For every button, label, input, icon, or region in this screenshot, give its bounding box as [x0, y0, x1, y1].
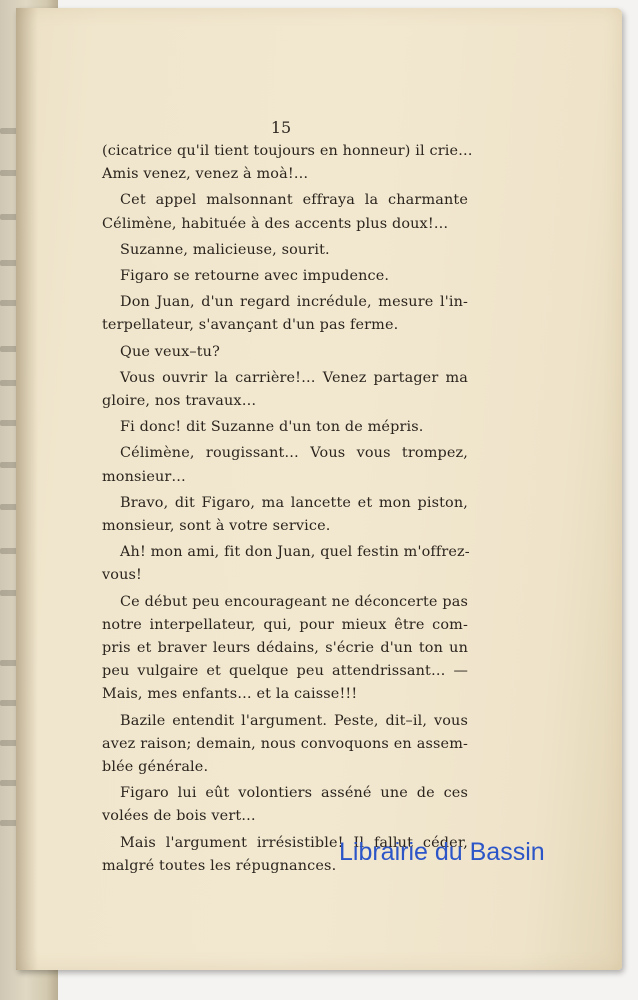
text-line: Célimène, habituée à des accents plus doux!…: [102, 215, 449, 232]
text-line: Suzanne, malicieuse, sourit.: [120, 241, 330, 258]
text-line: monsieur…: [102, 468, 186, 485]
text-line: (cicatrice qu'il tient toujours en honneur) il crie…: [102, 143, 473, 159]
text-line: monsieur, sont à votre service.: [102, 518, 331, 535]
text-line: Mais l'argument irrésistible! Il fallut céder,: [120, 834, 468, 851]
text-line: Fi donc! dit Suzanne d'un ton de mépris.: [120, 419, 424, 436]
gutter-shadow: [16, 8, 38, 970]
page-number: 15: [270, 118, 292, 137]
text-line: blée générale.: [102, 759, 209, 776]
text-line: terpellateur, s'avançant d'un pas ferme.: [102, 317, 399, 334]
text-line: notre interpellateur, qui, pour mieux être com-: [102, 616, 468, 633]
text-line: gloire, nos travaux…: [102, 393, 257, 410]
text-line: Figaro lui eût volontiers asséné une de ces: [120, 785, 468, 802]
text-line: Ah! mon ami, fit don Juan, quel festin m'offrez-: [120, 544, 470, 561]
text-line: malgré toutes les répugnances.: [102, 857, 337, 874]
text-line: Figaro se retourne avec impudence.: [120, 268, 390, 285]
text-line: volées de bois vert…: [102, 808, 256, 825]
text-line: Que veux–tu?: [120, 343, 220, 360]
page-body-text: [102, 140, 473, 878]
text-line: Cet appel malsonnant effraya la charmante: [120, 192, 468, 209]
bookseller-watermark: Librairie du Bassin: [339, 838, 545, 866]
text-line: Mais, mes enfants… et la caisse!!!: [102, 686, 358, 703]
text-line: peu vulgaire et quelque peu attendrissant… —: [102, 663, 468, 680]
text-line: avez raison; demain, nous convoquons en assem-: [102, 735, 468, 752]
text-line: Célimène, rougissant… Vous vous trompez,: [120, 445, 468, 462]
text-line: Bazile entendit l'argument. Peste, dit–il, vous: [120, 712, 468, 729]
text-line: Bravo, dit Figaro, ma lancette et mon piston,: [120, 494, 468, 511]
text-line: vous!: [102, 567, 142, 584]
text-line: Don Juan, d'un regard incrédule, mesure l'in-: [120, 294, 468, 311]
text-line: pris et braver leurs dédains, s'écrie d'un ton un: [102, 640, 468, 657]
text-line: Amis venez, venez à moà!…: [102, 166, 309, 183]
text-line: Ce début peu encourageant ne déconcerte pas: [120, 593, 468, 610]
text-line: Vous ouvrir la carrière!… Venez partager ma: [120, 369, 468, 386]
